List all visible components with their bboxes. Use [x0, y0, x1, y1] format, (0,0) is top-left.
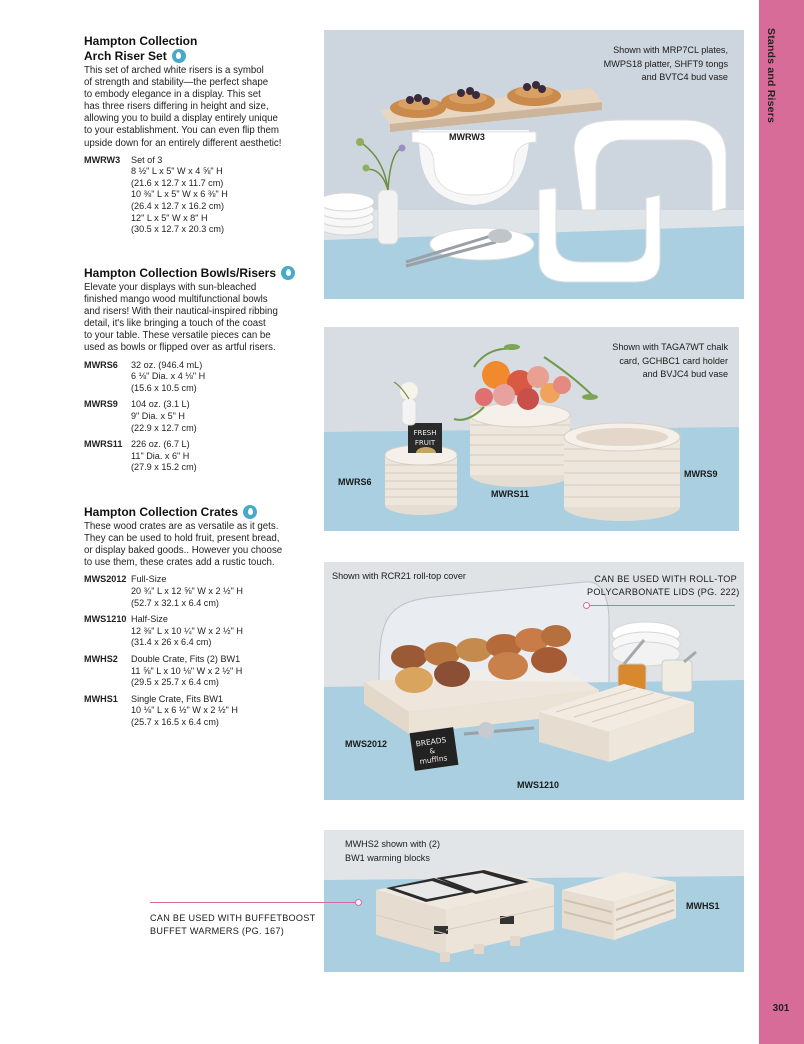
callout-roll-top-lids: CAN BE USED WITH ROLL-TOP POLYCARBONATE LIDS (PG. 222) [587, 574, 740, 597]
callout-dot [583, 602, 590, 609]
spec-lines: Half-Size 12 ⅜" L x 10 ¼" W x 2 ½" H (31.4 x 26 x 6.4 cm) [131, 614, 243, 648]
spec-lines: Set of 3 8 ½" L x 5" W x 4 ⅝" H (21.6 x 12.7 x 11.7 cm) 10 ⅜" L x 5" W x 6 ⅜" H (26.4 x 12.7 x 16.2 cm) 12" L x 5" W x 8" H (30.5 x 12.7 x 20.3 cm) [131, 154, 228, 235]
spec-lines: 226 oz. (6.7 L) 11" Dia. x 6" H (27.9 x 15.2 cm) [131, 439, 197, 473]
spec-lines: Single Crate, Fits BW1 10 ⅛" L x 6 ½" W x 2 ½" H (25.7 x 16.5 x 6.4 cm) [131, 693, 238, 727]
item-code: MWRS6 [84, 359, 118, 370]
section-title: Hampton Collection Bowls/Risers [84, 266, 296, 281]
item-code: MWRS11 [84, 439, 123, 450]
page-number: 301 [772, 1003, 790, 1014]
section-title: Hampton Collection Crates [84, 505, 296, 520]
section-title-line1: Hampton Collection [84, 34, 198, 48]
chalk-card-line: muffins [418, 753, 448, 767]
item-code: MWRS9 [84, 399, 118, 410]
water-drop-icon [281, 266, 295, 280]
water-drop-icon [243, 505, 257, 519]
item-code: MWS2012 [84, 574, 127, 585]
spec-lines: 32 oz. (946.4 mL) 6 ⅛" Dia. x 4 ⅛" H (15.6 x 10.5 cm) [131, 359, 206, 393]
item-code: MWHS1 [84, 693, 118, 704]
chalk-card-line: & [429, 746, 436, 756]
section-bowls-risers [84, 266, 296, 474]
section-description: These wood crates are as versatile as it gets. They can be used to hold fruit, present bread, or display baked goods.. However you choose to use them, these crates add a rustic touch. [84, 521, 283, 569]
section-description: Elevate your displays with sun-bleached finished mango wood multifunctional bowls and risers! With their nautical-inspired ribbing detail, it's like bringing a touch of the coast to your table. These versatile pieces can be used as bowls or flipped over as artful risers. [84, 282, 278, 354]
section-crates [84, 505, 296, 729]
spec-lines: 104 oz. (3.1 L) 9" Dia. x 5" H (22.9 x 12.7 cm) [131, 399, 197, 433]
side-tab-title: Stands and Risers [765, 28, 777, 124]
spec-row [84, 574, 296, 609]
item-code: MWS1210 [84, 614, 127, 625]
item-code: MWHS2 [84, 653, 118, 664]
caption-crates: Shown with RCR21 roll-top cover [332, 571, 466, 581]
spec-lines: Double Crate, Fits (2) BW1 11 ⅝" L x 10 ⅛" W x 2 ½" H (29.5 x 25.7 x 6.4 cm) [131, 653, 243, 688]
chalk-card-line: BREADS [415, 735, 447, 749]
product-label: MWRS6 [338, 477, 372, 487]
chalk-card-line: FRESH [413, 429, 437, 437]
spec-row [84, 654, 296, 689]
side-tab [759, 0, 804, 1044]
spec-lines: Full-Size 20 ¾" L x 12 ⅝" W x 2 ½" H (52.7 x 32.1 x 6.4 cm) [131, 574, 243, 608]
callout-line [590, 605, 735, 606]
product-label: MWS1210 [517, 780, 560, 790]
section-description: This set of arched white risers is a symbol of strength and stability—the perfect shape to embody elegance in a display. This set has three risers differing in height and size, allowing you to build a display entirely unique to your establishment. You can even flip them upside down for an entirely different aesthetic! [84, 65, 282, 149]
chalk-card-line: FRUIT [414, 439, 436, 447]
product-label: MWHS1 [686, 901, 720, 911]
callout-dot [355, 899, 362, 906]
spec-row [84, 614, 296, 649]
spec-row [84, 439, 296, 474]
spec-row [84, 360, 296, 395]
section-arch-riser-set [84, 34, 296, 236]
product-label: MWRS9 [684, 469, 718, 479]
callout-line [150, 902, 355, 903]
section-title-line2: Arch Riser Set [84, 49, 296, 64]
caption-arch-risers: Shown with MRP7CL plates, MWPS18 platter, SHFT9 tongs and BVTC4 bud vase [603, 45, 728, 82]
water-drop-icon [172, 49, 186, 63]
spec-row [84, 399, 296, 434]
spec-row [84, 155, 296, 236]
spec-row [84, 694, 296, 729]
caption-bowls-risers: Shown with TAGA7WT chalk card, GCHBC1 card holder and BVJC4 bud vase [612, 342, 728, 379]
product-label: MWRS11 [491, 489, 530, 499]
product-label: MWS2012 [345, 739, 388, 749]
caption-warmer-crates: MWHS2 shown with (2) BW1 warming blocks [345, 839, 441, 863]
callout-buffet-warmers: CAN BE USED WITH BUFFETBOOST BUFFET WARMERS (PG. 167) [150, 913, 316, 936]
product-label: MWRW3 [449, 132, 485, 142]
item-code: MWRW3 [84, 154, 121, 165]
